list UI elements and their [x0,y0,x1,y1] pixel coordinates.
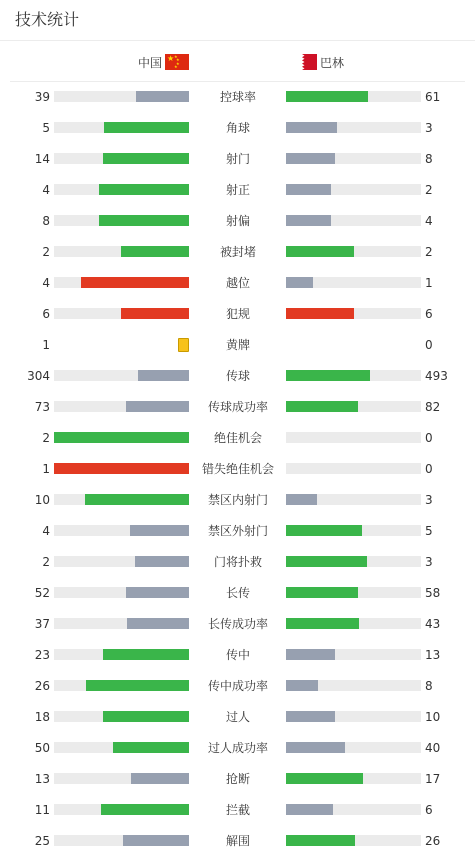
stat-label: 门将扑救 [213,555,262,569]
stat-row [0,330,475,361]
away-bar-track [286,618,421,629]
home-value: 4 [42,183,50,197]
home-bar-track [54,494,189,505]
away-value: 0 [425,431,433,445]
home-bar [86,680,189,691]
home-value: 4 [42,276,50,290]
away-bar [286,277,313,288]
away-value: 26 [425,834,441,848]
away-value: 4 [425,214,433,228]
away-bar-track [286,153,421,164]
home-bar [130,525,189,536]
yellow-card-icon [178,338,189,352]
away-bar [286,525,362,536]
away-value: 8 [425,679,433,693]
home-bar [126,401,189,412]
home-bar-track [54,680,189,691]
away-bar-track [286,184,421,195]
home-value: 25 [34,834,50,848]
home-value: 8 [42,214,50,228]
home-bar-track [54,308,189,319]
stat-row [0,392,475,423]
home-bar-track [54,835,189,846]
home-bar [121,308,189,319]
home-bar-track [54,401,189,412]
stat-row [0,423,475,454]
away-bar [286,804,333,815]
away-value: 5 [425,524,433,538]
stat-row [0,485,475,516]
home-bar-track [54,246,189,257]
away-bar-track [286,494,421,505]
away-bar-track [286,401,421,412]
stat-row [0,237,475,268]
away-value: 493 [425,369,448,383]
stat-row [0,609,475,640]
away-bar [286,401,358,412]
home-bar [81,277,189,288]
away-team [297,53,344,71]
away-bar [286,773,363,784]
away-value: 1 [425,276,433,290]
away-bar [286,215,331,226]
home-bar-track [54,463,189,474]
stat-label: 传中成功率 [207,679,268,693]
stat-row [0,454,475,485]
away-value: 0 [425,338,433,352]
home-bar-track [54,804,189,815]
home-bar [138,370,189,381]
away-bar [286,711,335,722]
stat-label: 禁区外射门 [207,524,268,538]
home-bar [135,556,189,567]
stat-label: 角球 [225,121,250,135]
away-value: 17 [425,772,441,786]
home-bar [54,463,189,474]
stat-row [0,175,475,206]
home-bar [136,91,189,102]
stat-label: 拦截 [225,803,250,817]
home-value: 23 [34,648,50,662]
away-bar [286,835,355,846]
home-bar [103,649,189,660]
away-bar [286,587,358,598]
stat-label: 被封堵 [219,245,256,259]
away-value: 58 [425,586,441,600]
away-bar-track [286,432,421,443]
china-flag-icon: ★ ★ ★ ★ ★ [165,54,189,70]
stat-row [0,733,475,764]
away-bar [286,122,337,133]
team-header [10,41,465,82]
away-bar [286,680,318,691]
away-bar [286,246,354,257]
page-title: 技术统计 [15,10,80,29]
away-bar-track [286,246,421,257]
away-bar-track [286,525,421,536]
stat-row [0,547,475,578]
stat-label: 长传 [225,586,250,600]
stat-label: 射正 [225,183,250,197]
home-value: 304 [27,369,50,383]
stat-row [0,268,475,299]
stat-row [0,516,475,547]
away-value: 0 [425,462,433,476]
away-bar-track [286,308,421,319]
home-bar [85,494,189,505]
away-team-name: 巴林 [320,55,345,70]
away-bar-track [286,835,421,846]
home-bar [103,711,189,722]
home-bar-track [54,618,189,629]
away-value: 2 [425,245,433,259]
stat-row [0,299,475,330]
away-bar-track [286,122,421,133]
home-value: 2 [42,431,50,445]
stat-row [0,671,475,702]
stat-row [0,702,475,733]
away-bar [286,649,335,660]
away-value: 13 [425,648,441,662]
home-bar-track [54,556,189,567]
home-bar-track [54,649,189,660]
stat-label: 解围 [225,834,250,848]
away-bar [286,184,331,195]
away-value: 3 [425,555,433,569]
away-value: 3 [425,493,433,507]
away-bar-track [286,370,421,381]
away-value: 3 [425,121,433,135]
away-bar [286,308,354,319]
away-value: 10 [425,710,441,724]
stat-label: 禁区内射门 [207,493,268,507]
away-value: 82 [425,400,441,414]
away-bar-track [286,773,421,784]
home-bar [127,618,189,629]
home-bar [126,587,189,598]
home-value: 39 [34,90,50,104]
home-bar [54,432,189,443]
stat-row [0,795,475,826]
home-bar [101,804,189,815]
home-value: 73 [34,400,50,414]
stat-row [0,206,475,237]
stat-label: 犯规 [225,307,250,321]
stat-row [0,826,475,857]
home-value: 37 [34,617,50,631]
away-bar-track [286,215,421,226]
home-value: 50 [34,741,50,755]
home-value: 1 [42,462,50,476]
home-bar-track [54,153,189,164]
home-bar-track [54,773,189,784]
home-bar-track [54,711,189,722]
stat-row [0,640,475,671]
home-bar-track [54,91,189,102]
home-bar [103,153,189,164]
stat-label: 长传成功率 [207,617,268,631]
header [0,0,475,41]
home-bar-track [54,742,189,753]
home-value: 26 [34,679,50,693]
stat-label: 传球成功率 [207,400,268,414]
away-bar [286,91,368,102]
home-bar-track [54,587,189,598]
stat-label: 抢断 [225,772,250,786]
stat-label: 过人 [225,710,250,724]
home-value: 2 [42,245,50,259]
home-value: 13 [34,772,50,786]
stat-row [0,113,475,144]
away-bar [286,618,359,629]
home-value: 2 [42,555,50,569]
stat-label: 射门 [225,152,250,166]
home-bar [99,184,189,195]
away-bar-track [286,587,421,598]
stat-row [0,764,475,795]
home-bar [121,246,189,257]
home-value: 1 [42,338,50,352]
stat-label: 射偏 [225,214,250,228]
away-bar-track [286,463,421,474]
stat-label: 绝佳机会 [213,431,262,445]
home-value: 10 [34,493,50,507]
away-bar [286,556,367,567]
away-bar [286,153,335,164]
away-bar-track [286,277,421,288]
away-bar [286,370,370,381]
home-value: 18 [34,710,50,724]
stat-label: 越位 [225,276,250,290]
home-value: 4 [42,524,50,538]
stat-label: 黄牌 [225,338,250,352]
stat-row [0,82,475,113]
home-bar-track [54,432,189,443]
away-bar-track [286,742,421,753]
home-bar-track [54,370,189,381]
away-bar-track [286,649,421,660]
stat-row [0,361,475,392]
stat-row [0,578,475,609]
home-bar-track [54,122,189,133]
home-bar-track [54,277,189,288]
away-bar [286,494,317,505]
home-value: 14 [34,152,50,166]
away-bar-track [286,680,421,691]
stat-label: 控球率 [219,90,256,104]
home-value: 52 [34,586,50,600]
away-value: 2 [425,183,433,197]
home-bar-track [54,215,189,226]
away-value: 8 [425,152,433,166]
away-bar-track [286,711,421,722]
away-bar-track [286,804,421,815]
stat-row [0,144,475,175]
away-value: 61 [425,90,441,104]
home-bar [123,835,189,846]
stat-label: 过人成功率 [207,741,268,755]
home-bar [113,742,189,753]
away-bar [286,742,345,753]
stat-label: 错失绝佳机会 [201,462,274,476]
away-bar-track [286,91,421,102]
away-value: 6 [425,803,433,817]
away-bar-track [286,556,421,567]
home-value: 6 [42,307,50,321]
home-bar [99,215,189,226]
home-value: 5 [42,121,50,135]
away-value: 43 [425,617,441,631]
home-team [138,53,189,71]
home-value: 11 [34,803,50,817]
home-bar [104,122,189,133]
home-team-name: 中国 [138,55,163,70]
away-value: 6 [425,307,433,321]
away-value: 40 [425,741,441,755]
stat-label: 传球 [225,369,250,383]
home-bar [131,773,189,784]
home-bar-track [54,184,189,195]
bahrain-flag-icon [297,54,317,70]
stat-label: 传中 [225,648,250,662]
home-bar-track [54,525,189,536]
